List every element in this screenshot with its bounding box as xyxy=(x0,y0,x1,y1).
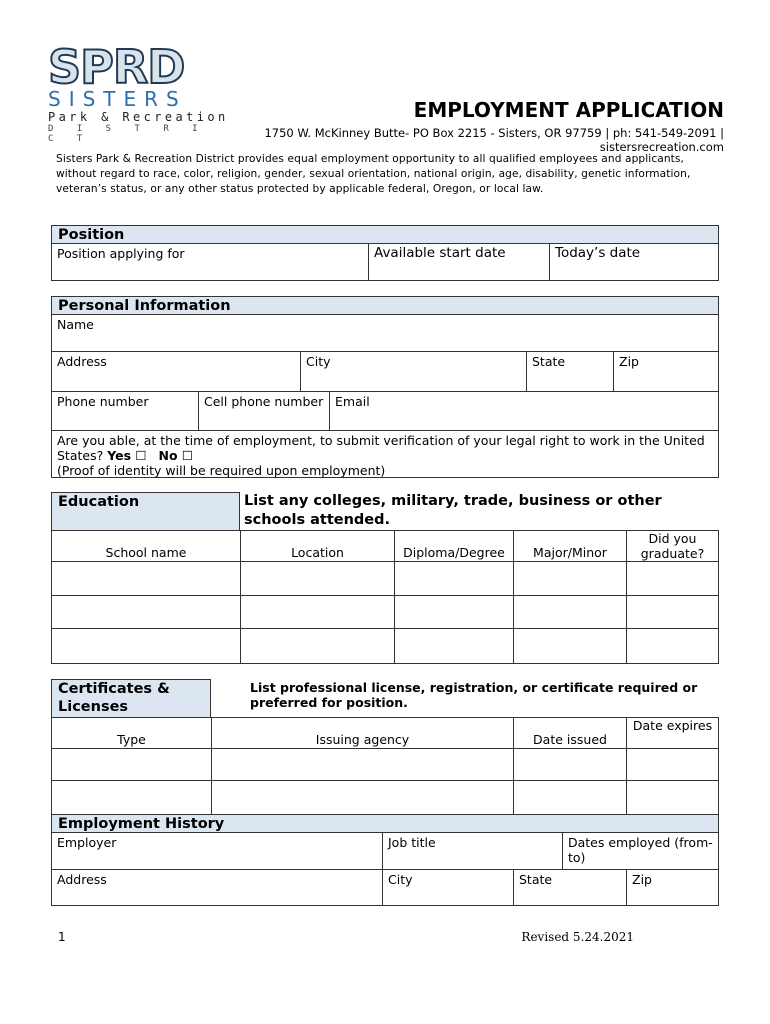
edu-col-location: Location xyxy=(240,530,395,562)
edu-row3-location[interactable] xyxy=(240,628,395,664)
employer-zip-label: Zip xyxy=(632,872,652,887)
no-checkbox[interactable]: No ☐ xyxy=(158,448,194,463)
work-eligibility-box xyxy=(51,430,719,478)
cert-row2-agency[interactable] xyxy=(211,780,514,815)
edu-row2-school[interactable] xyxy=(51,595,241,629)
state-field[interactable] xyxy=(526,351,614,392)
certificates-instruction: List professional license, registration, or certificate required or preferred for position. xyxy=(250,680,698,710)
logo-district-text: D I S T R I C T xyxy=(48,124,207,144)
employer-label: Employer xyxy=(57,835,117,850)
edu-row2-diploma[interactable] xyxy=(394,595,514,629)
address-field[interactable] xyxy=(51,351,301,392)
email-field[interactable] xyxy=(329,391,719,431)
phone-label: Phone number xyxy=(57,394,149,409)
cert-row1-agency[interactable] xyxy=(211,748,514,781)
edu-col-school: School name xyxy=(51,530,241,562)
personal-title: Personal Information xyxy=(58,298,231,314)
dates-employed-label: Dates employed (from-to) xyxy=(568,835,713,865)
cell-phone-label: Cell phone number xyxy=(204,394,324,409)
certificates-header xyxy=(51,679,211,718)
employer-state-field[interactable] xyxy=(513,869,627,906)
employment-header xyxy=(51,814,719,833)
name-label: Name xyxy=(57,317,94,332)
employer-city-field[interactable] xyxy=(382,869,514,906)
edu-row2-graduate[interactable] xyxy=(626,595,719,629)
phone-field[interactable] xyxy=(51,391,199,431)
eeo-statement: Sisters Park & Recreation District provides equal employment opportunity to all qualified employees and applicants, without regard to race, color, religion, gender, sexual orientation, national origin, age, disability, genetic information, veteran’s status, or any other status protected by applicable federal, Oregon, or local law. xyxy=(56,153,691,195)
cell-phone-field[interactable] xyxy=(198,391,330,431)
edu-row2-major[interactable] xyxy=(513,595,627,629)
job-title-label: Job title xyxy=(388,835,436,850)
cert-row1-expires[interactable] xyxy=(626,748,719,781)
email-label: Email xyxy=(335,394,370,409)
employer-address-field[interactable] xyxy=(51,869,383,906)
work-eligibility-question: Are you able, at the time of employment, to submit verification of your legal right to work in the United States? xyxy=(57,433,705,463)
revised-date: Revised 5.24.2021 xyxy=(521,930,634,944)
address-label: Address xyxy=(57,354,107,369)
logo-sprd-text: SPRD xyxy=(48,40,185,94)
cert-col-expires: Date expires xyxy=(626,717,719,749)
personal-header xyxy=(51,296,719,315)
employer-field[interactable] xyxy=(51,832,383,870)
edu-row1-major[interactable] xyxy=(513,561,627,596)
edu-row3-graduate[interactable] xyxy=(626,628,719,664)
cert-row1-issued[interactable] xyxy=(513,748,627,781)
city-field[interactable] xyxy=(300,351,527,392)
name-field[interactable] xyxy=(51,314,719,352)
cert-row2-issued[interactable] xyxy=(513,780,627,815)
yes-checkbox[interactable]: Yes ☐ xyxy=(107,448,147,463)
city-label: City xyxy=(306,354,331,369)
education-title: Education xyxy=(58,494,140,510)
logo-sisters-text: SISTERS xyxy=(48,87,187,111)
start-date-label: Available start date xyxy=(374,245,506,261)
certificates-title: Certificates & Licenses xyxy=(58,681,170,715)
cert-col-agency: Issuing agency xyxy=(211,717,514,749)
cert-row2-type[interactable] xyxy=(51,780,212,815)
cert-row2-expires[interactable] xyxy=(626,780,719,815)
edu-row3-school[interactable] xyxy=(51,628,241,664)
cert-col-issued: Date issued xyxy=(513,717,627,749)
cert-col-type: Type xyxy=(51,717,212,749)
todays-date-label: Today’s date xyxy=(555,245,641,261)
page-title: EMPLOYMENT APPLICATION xyxy=(413,98,724,122)
edu-row3-diploma[interactable] xyxy=(394,628,514,664)
employer-zip-field[interactable] xyxy=(626,869,719,906)
employer-state-label: State xyxy=(519,872,553,887)
state-label: State xyxy=(532,354,566,369)
start-date-field[interactable] xyxy=(368,243,550,281)
position-title: Position xyxy=(58,227,125,243)
zip-field[interactable] xyxy=(613,351,719,392)
job-title-field[interactable] xyxy=(382,832,563,870)
employment-title: Employment History xyxy=(58,816,225,832)
proof-note: (Proof of identity will be required upon employment) xyxy=(57,463,386,478)
logo xyxy=(46,40,231,144)
cert-row1-type[interactable] xyxy=(51,748,212,781)
edu-col-graduate: Did you graduate? xyxy=(626,530,719,562)
contact-address: 1750 W. McKinney Butte- PO Box 2215 - Sisters, OR 97759 | ph: 541-549-2091 | sistersrecreation.com xyxy=(264,126,724,154)
zip-label: Zip xyxy=(619,354,639,369)
edu-row2-location[interactable] xyxy=(240,595,395,629)
employer-address-label: Address xyxy=(57,872,107,887)
edu-row1-graduate[interactable] xyxy=(626,561,719,596)
todays-date-field[interactable] xyxy=(549,243,719,281)
edu-row1-diploma[interactable] xyxy=(394,561,514,596)
position-header xyxy=(51,225,719,244)
edu-row3-major[interactable] xyxy=(513,628,627,664)
edu-col-major: Major/Minor xyxy=(513,530,627,562)
education-instruction: List any colleges, military, trade, business or other schools attended. xyxy=(244,493,662,528)
edu-row1-location[interactable] xyxy=(240,561,395,596)
dates-employed-field[interactable] xyxy=(562,832,719,870)
edu-row1-school[interactable] xyxy=(51,561,241,596)
page-number: 1 xyxy=(58,930,66,944)
position-applying-label: Position applying for xyxy=(57,246,185,261)
position-applying-field[interactable] xyxy=(51,243,369,281)
edu-col-diploma: Diploma/Degree xyxy=(394,530,514,562)
employer-city-label: City xyxy=(388,872,413,887)
logo-park-text: Park & Recreation xyxy=(48,110,229,124)
